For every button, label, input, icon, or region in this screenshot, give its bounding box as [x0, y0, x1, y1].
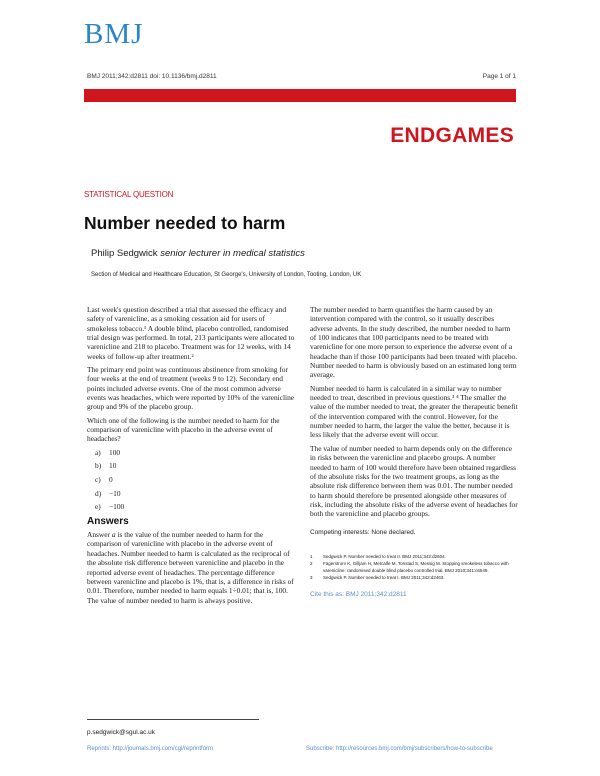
reference-number: 1 [310, 553, 313, 559]
reprints-link[interactable]: Reprints: http://journals.bmj.com/cgi/reprintform [87, 746, 214, 752]
section-banner: ENDGAMES [390, 124, 514, 147]
section-color-bar [84, 89, 516, 102]
option-item [95, 475, 295, 489]
option-label: a) [95, 447, 101, 457]
option-label: b) [95, 461, 102, 471]
paragraph: The number needed to harm quantifies the harm caused by an intervention compared with the control, so it usually describes adverse advents. In the study described, the number needed to harm of 100 indicates that 100 participants need to be treated with varenicline for one more person to experience the adverse event of a headache than if those 100 participants had been treated with placebo. Number needed to harm is obviously based on an estimated long term average. [310, 305, 518, 380]
option-label: d) [95, 488, 102, 498]
paragraph: The value of number needed to harm depends only on the difference in risks between the varenicline and placebo groups. A number needed to harm of 100 would therefore have been obtained regardless of the absolute risks for the two treatment groups, as long as the absolute risk difference between them was 0.01. The number needed to harm should therefore be presented alongside other measures of risk, including the absolute risks of the adverse event of headaches for both the varenicline and placebo groups. [310, 443, 518, 519]
author-affiliation: Section of Medical and Healthcare Education, St George's, University of London, Tooting, London, UK [91, 272, 362, 278]
option-value: 10 [109, 461, 117, 471]
answer-letter: a [111, 530, 116, 540]
reference-text: Sedgwick P. Number needed to treat II. BMJ 2011;342:d2604. [323, 553, 446, 559]
paragraph: Last week's question described a trial that assessed the efficacy and safety of varenicline, as a smoking cessation aid for users of smokeless tobacco.¹ A double blind, placebo controlled, randomised trial design was performed. In total, 213 participants were allocated to varenicline and 218 to placebo. Treatment was for 12 weeks, with 14 weeks of follow-up after treatment.² [87, 305, 295, 361]
article-citation-header: BMJ 2011;342:d2811 doi: 10.1136/bmj.d2811 [87, 73, 217, 80]
option-value: 0 [109, 475, 113, 484]
answer-paragraph [87, 530, 295, 605]
question-text: Which one of the following is the number needed to harm for the comparison of varenicline with placebo in the adverse event of headaches? [87, 415, 280, 444]
paragraph: Number needed to harm is calculated in a similar way to number needed to treat, described in previous questions.³ ⁴ The smaller the value of the number needed to treat, the greater the therapeutic benefit of the intervention compared with the control. However, for the number needed to harm, the larger the value the better, because it is less likely that the adverse event will occur. [310, 383, 518, 440]
page-number: Page 1 of 1 [482, 73, 516, 80]
option-label: c) [95, 475, 101, 484]
reference-number: 3 [310, 574, 313, 580]
option-value: 100 [109, 447, 121, 457]
answers-heading: Answers [87, 515, 129, 527]
option-value: −100 [109, 502, 125, 512]
body-column-right [310, 305, 518, 599]
bmj-logo: BMJ [84, 18, 144, 50]
reference-item [310, 553, 518, 560]
reference-number: 2 [310, 560, 313, 566]
option-label: e) [95, 502, 101, 512]
option-item [95, 502, 295, 516]
article-title: Number needed to harm [84, 213, 286, 233]
reference-text: Fagerstrom K, Gilljam H, Metcalfe M, Tonstad S, Messig M. Stopping smokeless tobacco with varenicline: randomised double blind placebo controlled trial. BMJ 2010;341:c6549. [323, 560, 509, 573]
option-item [95, 489, 295, 503]
option-value: −10 [109, 488, 121, 498]
footnote-divider [87, 719, 259, 720]
answer-text: is the value of the number needed to harm for the comparison of varenicline with placebo in the adverse event of headaches. Number needed to harm is calculated as the reciprocal of the absolute risk difference between varenicline and placebo in the reported adverse event of headaches. The percentage difference between varenicline and placebo is 1%, that is, a difference in risks of 0.01. Therefore, number needed to harm equals 1÷0.01; that is, 100. The value of number needed to harm is always positive. [87, 530, 294, 605]
answer-prefix: Answer [87, 530, 110, 540]
reference-text: Sedgwick P. Number needed to treat I. BMJ 2011;342:d2463. [323, 574, 445, 580]
subscribe-link[interactable]: Subscribe: http://resources.bmj.com/bmj/subscribers/how-to-subscribe [306, 746, 493, 752]
article-category: STATISTICAL QUESTION [84, 190, 174, 199]
reference-item [310, 574, 518, 581]
author-role: senior lecturer in medical statistics [160, 248, 305, 259]
author-line [91, 248, 305, 259]
reference-list [310, 553, 518, 581]
option-item [95, 448, 295, 462]
competing-interests: Competing interests: None declared. [310, 528, 416, 536]
author-name: Philip Sedgwick [91, 248, 158, 259]
option-item [95, 461, 295, 475]
cite-as-line: Cite this as: BMJ 2011;342:d2811 [310, 590, 407, 598]
body-column-left [87, 305, 295, 609]
answer-options [87, 448, 295, 516]
paragraph: The primary end point was continuous abstinence from smoking for four weeks at the end of treatment (weeks 9 to 12). Secondary end points included adverse events. One of the most common adverse events was headaches, which were reported by 10% of the varenicline group and 9% of the placebo group. [87, 365, 295, 412]
author-email[interactable]: p.sedgwick@sgul.ac.uk [87, 729, 156, 736]
reference-item [310, 560, 518, 574]
